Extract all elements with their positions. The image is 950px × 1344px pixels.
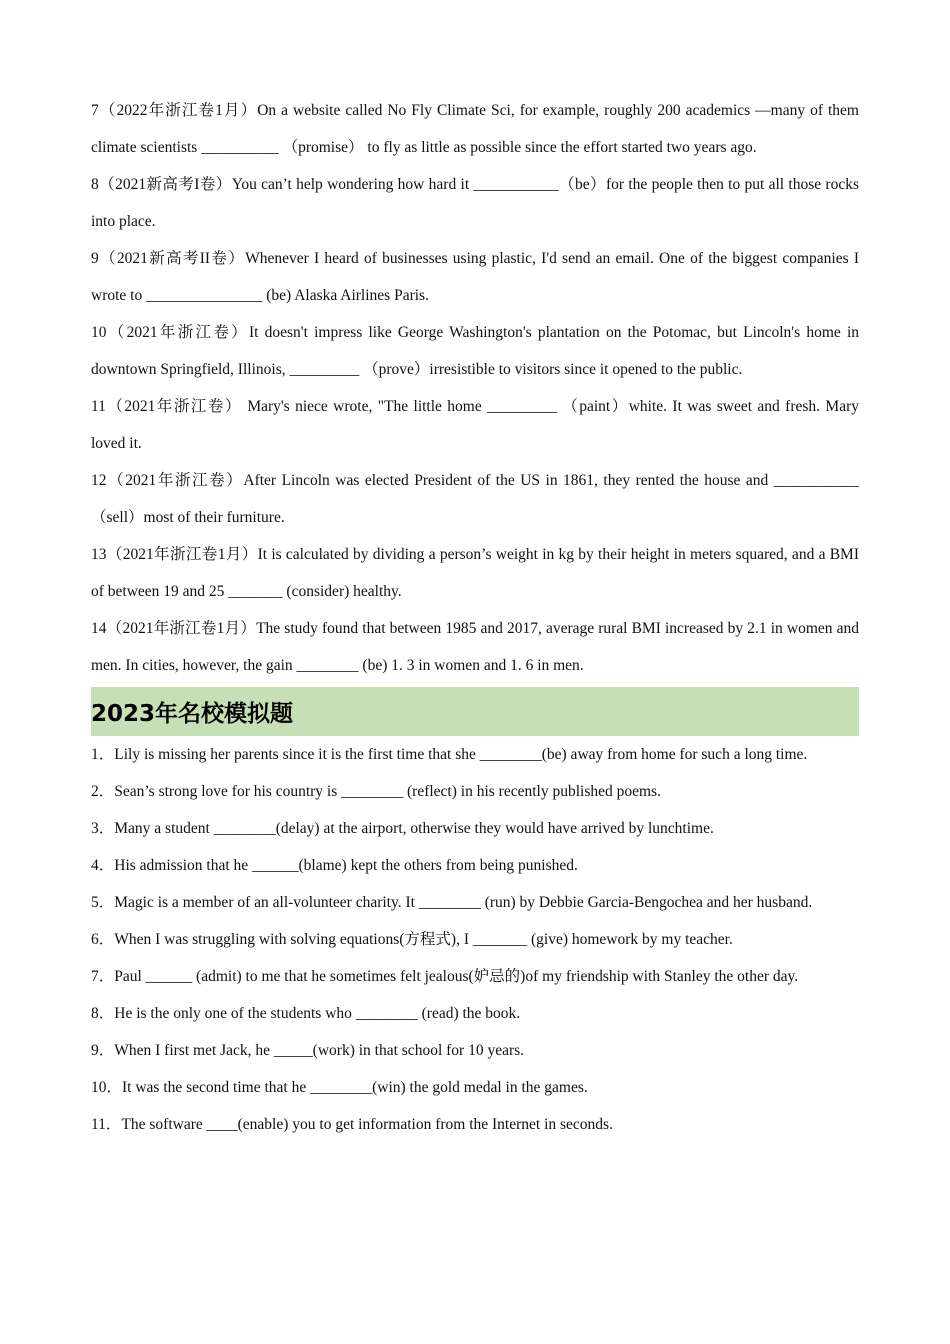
mock-question-7: 7．Paul ______ (admit) to me that he sometimes felt jealous(妒忌的)of my friendship with Stanley the other day. — [91, 968, 799, 985]
mock-question-10: 10．It was the second time that he ________(win) the gold medal in the games. — [91, 1079, 588, 1096]
document-page — [91, 92, 859, 1143]
exam-question-8: 8（2021新高考I卷）You can’t help wondering how hard it ___________（be）for the people then to put all those rocks into place. — [91, 176, 859, 230]
exam-question-list — [91, 92, 859, 684]
exam-question-14: 14（2021年浙江卷1月）The study found that between 1985 and 2017, average rural BMI increased by 2.1 in women and men. In cities, however, the gain ________ (be) 1. 3 in women and 1. 6 in men. — [91, 620, 859, 674]
mock-question-6: 6．When I was struggling with solving equations(方程式), I _______ (give) homework by my teacher. — [91, 931, 733, 948]
section-heading — [91, 687, 859, 736]
exam-question-13: 13（2021年浙江卷1月）It is calculated by dividing a person’s weight in kg by their height in meters squared, and a BMI of between 19 and 25 _______ (consider) healthy. — [91, 546, 859, 600]
mock-question-2: 2．Sean’s strong love for his country is ________ (reflect) in his recently published poems. — [91, 783, 661, 800]
mock-question-5: 5．Magic is a member of an all-volunteer charity. It ________ (run) by Debbie Garcia-Bengochea and her husband. — [91, 894, 813, 911]
mock-question-1: 1．Lily is missing her parents since it is the first time that she ________(be) away from home for such a long time. — [91, 746, 808, 763]
exam-question-11: 11（2021年浙江卷） Mary's niece wrote, "The little home _________ （paint）white. It was sweet and fresh. Mary loved it. — [91, 398, 859, 452]
mock-question-9: 9．When I first met Jack, he _____(work) in that school for 10 years. — [91, 1042, 525, 1059]
mock-question-3: 3．Many a student ________(delay) at the airport, otherwise they would have arrived by lunchtime. — [91, 820, 714, 837]
exam-question-9: 9（2021新高考II卷）Whenever I heard of businesses using plastic, I'd send an email. One of the biggest companies I wrote to _______________ (be) Alaska Airlines Paris. — [91, 250, 859, 304]
mock-question-8: 8．He is the only one of the students who ________ (read) the book. — [91, 1005, 521, 1022]
mock-question-4: 4．His admission that he ______(blame) kept the others from being punished. — [91, 857, 578, 874]
section-title: 2023年名校模拟题 — [91, 701, 294, 727]
mock-question-list — [91, 736, 859, 1143]
exam-question-7: 7（2022年浙江卷1月）On a website called No Fly Climate Sci, for example, roughly 200 academics —many of them climate scientists __________ （promise） to fly as little as possible since the effort started two years ago. — [91, 102, 859, 156]
exam-question-10: 10（2021年浙江卷）It doesn't impress like George Washington's plantation on the Potomac, but Lincoln's home in downtown Springfield, Illinois, _________ （prove）irresistible to visitors since it opened to the public. — [91, 324, 859, 378]
exam-question-12: 12（2021年浙江卷）After Lincoln was elected President of the US in 1861, they rented the house and ___________（sell）most of their furniture. — [91, 472, 859, 526]
mock-question-11: 11．The software ____(enable) you to get information from the Internet in seconds. — [91, 1116, 613, 1133]
